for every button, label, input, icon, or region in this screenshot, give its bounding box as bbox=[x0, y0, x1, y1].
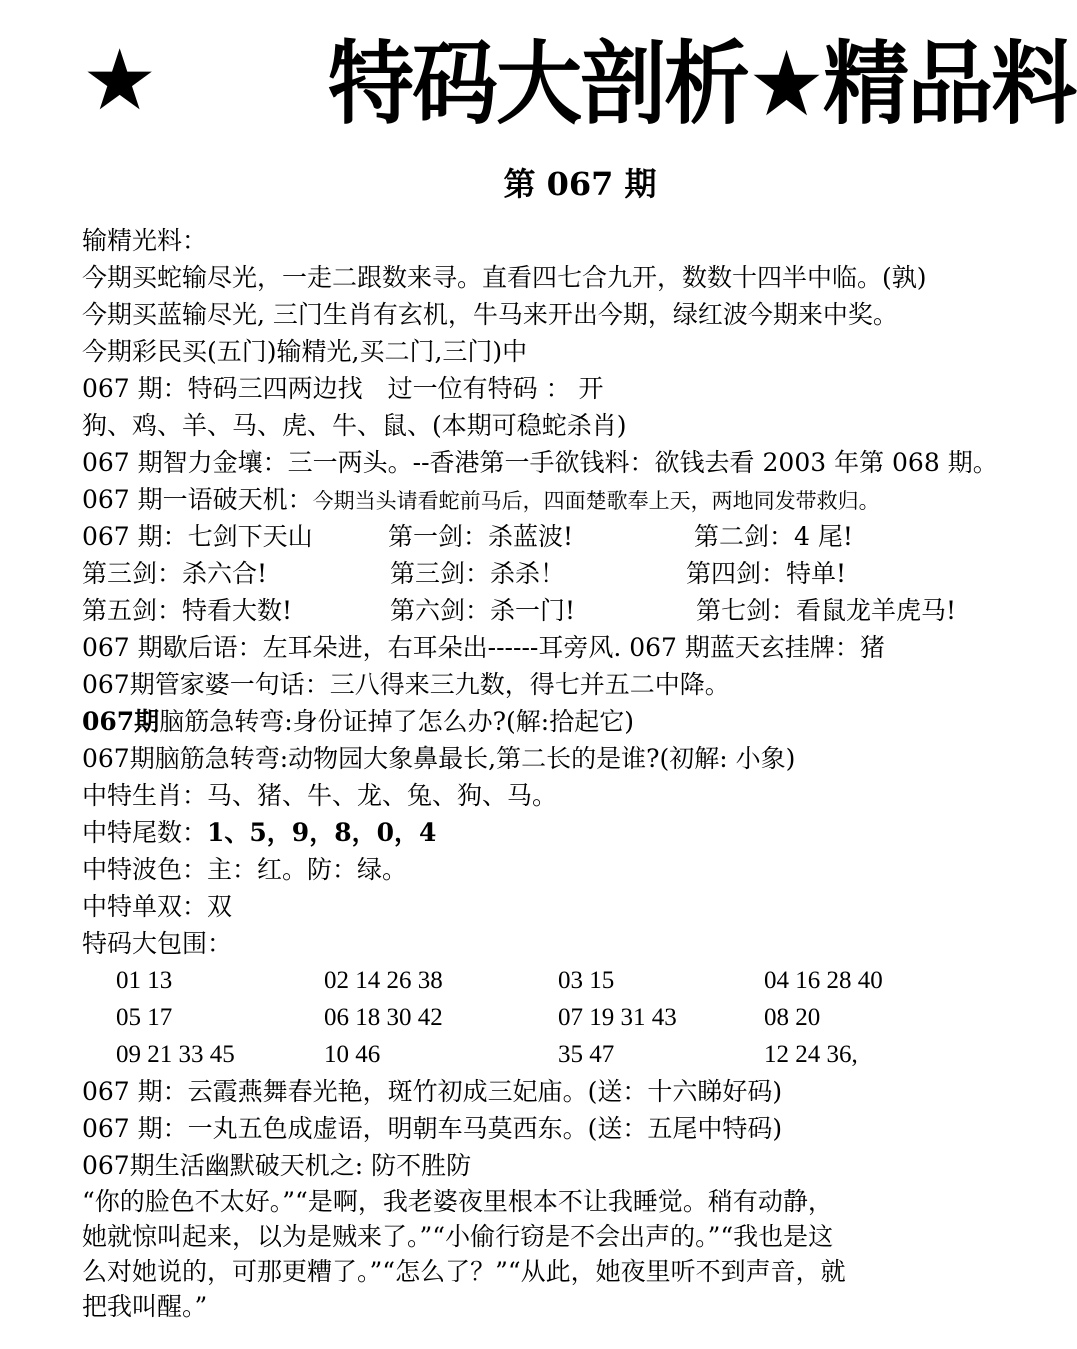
number-group: 04 16 28 40 bbox=[764, 967, 883, 994]
number-group: 08 20 bbox=[764, 1004, 821, 1031]
sword-cell: 第二剑：4 尾! bbox=[694, 522, 853, 551]
joke-line: 么对她说的，可那更糟了。”“怎么了？”“从此，她夜里听不到声音，就 bbox=[82, 1257, 846, 1286]
text-line: 067期生活幽默破天机之: 防不胜防 bbox=[82, 1151, 472, 1180]
text-line: 067期脑筋急转弯:动物园大象鼻最长,第二长的是谁?(初解: 小象) bbox=[82, 744, 796, 773]
number-group: 06 18 30 42 bbox=[324, 1004, 443, 1031]
text-line: 今期彩民买(五门)输精光,买二门,三门)中 bbox=[82, 337, 528, 366]
sword-cell: 第六剑：杀一门! bbox=[390, 596, 576, 625]
sword-cell: 第三剑：杀杀！ bbox=[390, 559, 566, 588]
issue-title: 第 067 期 bbox=[503, 165, 657, 203]
text-line bbox=[82, 814, 1072, 851]
text-line: 狗、鸡、羊、马、虎、牛、鼠、(本期可稳蛇杀肖) bbox=[82, 411, 627, 440]
joke-paragraph bbox=[82, 1184, 1072, 1324]
sword-cell: 067 期：七剑下天山 bbox=[82, 522, 313, 551]
number-group: 07 19 31 43 bbox=[558, 1004, 677, 1031]
text-line: 今期买蓝输尽光, 三门生肖有玄机，牛马来开出今期，绿红波今期来中奖。 bbox=[82, 300, 898, 329]
star-icon: ★ bbox=[82, 31, 158, 129]
sword-cell: 第七剑：看鼠龙羊虎马! bbox=[696, 596, 957, 625]
line-body: 1、5，9，8，0，4 bbox=[207, 818, 437, 847]
text-line: 中特生肖：马、猪、牛、龙、兔、狗、马。 bbox=[82, 781, 558, 810]
sword-cell: 第四剑：特单! bbox=[686, 559, 847, 588]
number-row bbox=[82, 1036, 1072, 1073]
text-line bbox=[82, 481, 1072, 518]
number-group: 12 24 36, bbox=[764, 1041, 858, 1068]
text-line: 中特波色：主：红。防：绿。 bbox=[82, 855, 408, 884]
joke-line: 她就惊叫起来，以为是贼来了。”“小偷行窃是不会出声的。”“我也是这 bbox=[82, 1222, 834, 1251]
sword-cell: 第三剑：杀六合! bbox=[82, 559, 268, 588]
line-prefix: 中特尾数： bbox=[82, 818, 208, 847]
text-line bbox=[82, 703, 1072, 740]
line-body: 脑筋急转弯:身份证掉了怎么办?(解:拾起它) bbox=[159, 707, 634, 736]
text-line: 067 期：一丸五色成虚语，明朝车马莫西东。(送：五尾中特码) bbox=[82, 1114, 783, 1143]
line-prefix: 067期 bbox=[82, 707, 160, 736]
number-group: 02 14 26 38 bbox=[324, 967, 443, 994]
sword-row bbox=[82, 592, 1072, 629]
sword-row bbox=[82, 518, 1072, 555]
sword-row bbox=[82, 555, 1072, 592]
number-group: 05 17 bbox=[116, 1004, 173, 1031]
number-row bbox=[82, 962, 1072, 999]
number-group: 01 13 bbox=[116, 967, 173, 994]
number-group: 09 21 33 45 bbox=[116, 1041, 235, 1068]
line-body: 今期当头请看蛇前马后，四面楚歌奉上天，两地同发带救归。 bbox=[312, 489, 880, 513]
text-line: 特码大包围： bbox=[82, 929, 233, 958]
text-line: 067期管家婆一句话：三八得来三九数，得七并五二中降。 bbox=[82, 670, 730, 699]
text-line: 输精光料： bbox=[82, 226, 208, 255]
banner-title: 特码大剖析★精品料 bbox=[328, 32, 1076, 137]
number-row bbox=[82, 999, 1072, 1036]
text-line: 067 期：云霞燕舞春光艳，斑竹初成三妃庙。(送：十六睇好码) bbox=[82, 1077, 783, 1106]
main-content bbox=[82, 222, 1072, 1324]
number-group: 03 15 bbox=[558, 967, 615, 994]
text-line: 中特单双：双 bbox=[82, 892, 233, 921]
joke-line: 把我叫醒。” bbox=[82, 1292, 208, 1321]
sword-cell: 第一剑：杀蓝波! bbox=[388, 522, 574, 551]
text-line: 067 期：特码三四两边找 过一位有特码 ： 开 bbox=[82, 374, 604, 403]
header bbox=[0, 30, 1077, 140]
text-line: 今期买蛇输尽光，一走二跟数来寻。直看四七合九开，数数十四半中临。(孰) bbox=[82, 263, 927, 292]
text-line: 067 期智力金壤：三一两头。--香港第一手欲钱料：欲钱去看 2003 年第 068 期。 bbox=[82, 448, 998, 477]
sword-cell: 第五剑：特看大数! bbox=[82, 596, 293, 625]
text-line: 067 期歇后语：左耳朵进，右耳朵出------耳旁风. 067 期蓝天玄挂牌：猪 bbox=[82, 633, 885, 662]
number-group: 35 47 bbox=[558, 1041, 615, 1068]
joke-line: “你的脸色不太好。”“是啊，我老婆夜里根本不让我睡觉。稍有动静， bbox=[82, 1187, 833, 1216]
number-group: 10 46 bbox=[324, 1041, 381, 1068]
line-prefix: 067 期一语破天机： bbox=[82, 485, 313, 514]
